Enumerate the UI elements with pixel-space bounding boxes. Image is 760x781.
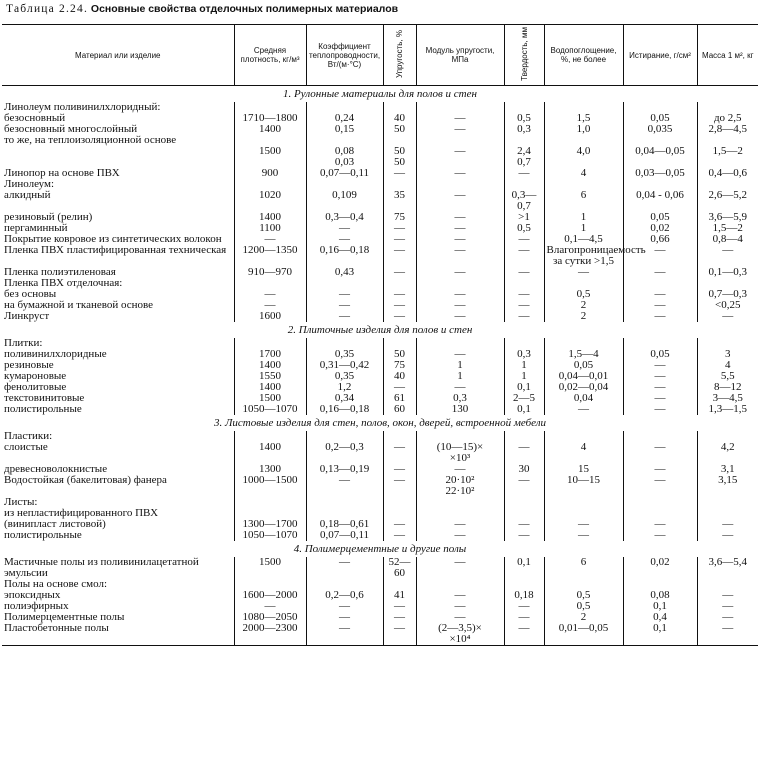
cell-density: 900	[234, 168, 306, 179]
cell-conductivity: — —	[306, 278, 383, 311]
table-row	[2, 393, 758, 415]
cell-hardness: —	[504, 234, 544, 245]
cell-hardness: —	[504, 623, 544, 646]
cell-mass: 2,6—5,2 3,6—5,9 1,5—2	[697, 179, 758, 234]
cell-abrasion: 0,04 - 0,06 0,05 0,02	[623, 179, 697, 234]
cell-hardness: 2—5 0,1	[504, 393, 544, 415]
section-title: 1. Рулонные материалы для полов и стен	[283, 88, 477, 100]
cell-material: текстовинитовые полистирольные	[4, 392, 85, 415]
cell-hardness: 0,18 —	[504, 579, 544, 612]
cell-abrasion: — —	[623, 393, 697, 415]
cell-mass: 4,2 3,1 3,15	[697, 431, 758, 497]
cell-mass: — —	[697, 579, 758, 612]
cell-density: 2000—2300	[234, 623, 306, 646]
cell-water-absorption: 2	[544, 311, 623, 322]
cell-abrasion: 0,03—0,05	[623, 168, 697, 179]
cell-density: 1600	[234, 311, 306, 322]
cell-modulus: —	[416, 311, 504, 322]
cell-hardness: —	[504, 267, 544, 278]
col-header-water-absorption: Водопоглощение, %, не более	[544, 25, 623, 86]
table-row	[2, 278, 758, 311]
cell-mass: 0,4—0,6	[697, 168, 758, 179]
cell-conductivity: 0,24 0,15 0,08 0,03	[306, 102, 383, 168]
cell-elasticity: —	[383, 168, 416, 179]
col-header-modulus: Модуль упругости, МПа	[416, 25, 504, 86]
section-title: 2. Плиточные изделия для полов и стен	[287, 324, 473, 336]
cell-elasticity: —	[383, 311, 416, 322]
cell-elasticity: —	[383, 267, 416, 278]
cell-material: Листы: из непластифицированного ПВХ (винипласт листовой) полистирольные	[4, 496, 159, 541]
table-caption	[6, 3, 398, 15]
cell-abrasion: —	[623, 245, 697, 267]
cell-modulus: (10—15)× ×10³ — 20·10² 22·10²	[416, 431, 504, 497]
cell-material: Линопор на основе ПВХ	[4, 167, 120, 179]
cell-hardness: —	[504, 311, 544, 322]
cell-material: Пленка ПВХ пластифицированная техническая	[4, 244, 227, 256]
section-row	[2, 415, 758, 431]
cell-modulus: — 1 1 —	[416, 338, 504, 393]
cell-density: 1020 1400 1100	[234, 179, 306, 234]
cell-water-absorption: 0,5 2	[544, 278, 623, 311]
cell-conductivity: —	[306, 612, 383, 623]
cell-mass: —	[697, 623, 758, 646]
cell-conductivity: 0,2—0,3 0,13—0,19 —	[306, 431, 383, 497]
cell-hardness: 0,1	[504, 557, 544, 579]
cell-water-absorption: 1,5—4 0,05 0,04—0,01 0,02—0,04	[544, 338, 623, 393]
cell-mass: 3—4,5 1,3—1,5	[697, 393, 758, 415]
cell-conductivity: —	[306, 234, 383, 245]
table-row	[2, 623, 758, 646]
cell-conductivity: 0,109 0,3—0,4 —	[306, 179, 383, 234]
cell-density: 1500	[234, 557, 306, 579]
cell-modulus: —	[416, 245, 504, 267]
cell-density: 1400 1300 1000—1500	[234, 431, 306, 497]
cell-hardness: — —	[504, 278, 544, 311]
cell-hardness: —	[504, 168, 544, 179]
col-header-density: Средняя плотность, кг/м³	[234, 25, 306, 86]
cell-conductivity: —	[306, 557, 383, 579]
cell-water-absorption: —	[544, 267, 623, 278]
cell-elasticity: —	[383, 245, 416, 267]
cell-modulus: —	[416, 267, 504, 278]
table-row	[2, 168, 758, 179]
cell-density: 1600—2000 —	[234, 579, 306, 612]
cell-mass: —	[697, 245, 758, 267]
cell-density: 1200—1350	[234, 245, 306, 267]
cell-elasticity: 41 —	[383, 579, 416, 612]
cell-conductivity: 0,07—0,11	[306, 168, 383, 179]
cell-density: —	[234, 234, 306, 245]
col-header-elasticity: Упругость, %	[383, 25, 416, 86]
table-row	[2, 179, 758, 234]
cell-hardness: —	[504, 245, 544, 267]
cell-conductivity: 0,2—0,6 —	[306, 579, 383, 612]
cell-abrasion: 0,1	[623, 623, 697, 646]
cell-elasticity: —	[383, 623, 416, 646]
cell-material: Покрытие ковровое из синтетических волокон	[4, 233, 222, 245]
cell-hardness: — —	[504, 497, 544, 541]
cell-density: 1300—1700 1050—1070	[234, 497, 306, 541]
cell-abrasion: — —	[623, 497, 697, 541]
cell-water-absorption: 0,01—0,05	[544, 623, 623, 646]
section-title: 4. Полимерцементные и другие полы	[293, 543, 467, 555]
cell-modulus: —	[416, 234, 504, 245]
cell-material: Полы на основе смол: эпоксидных полиэфирных	[4, 578, 107, 612]
cell-material: Линолеум: алкидный резиновый (релин) пергаминный	[4, 178, 93, 234]
cell-material: Пластики: слоистые древесноволокнистые Водостойкая (бакелитовая) фанера	[4, 430, 167, 486]
cell-water-absorption: 6	[544, 557, 623, 579]
col-header-mass: Масса 1 м², кг	[697, 25, 758, 86]
table-row	[2, 579, 758, 612]
cell-elasticity: — —	[383, 278, 416, 311]
cell-water-absorption: 0,04 —	[544, 393, 623, 415]
cell-water-absorption: Влагопроницаемость за сутки >1,5	[544, 245, 623, 267]
cell-abrasion: 0,05 0,035 0,04—0,05	[623, 102, 697, 168]
cell-water-absorption: 6 1 1	[544, 179, 623, 234]
cell-abrasion: — —	[623, 278, 697, 311]
cell-modulus: — —	[416, 497, 504, 541]
cell-mass: —	[697, 311, 758, 322]
cell-mass: —	[697, 612, 758, 623]
cell-modulus: — —	[416, 579, 504, 612]
cell-mass: 3 4 5,5 8—12	[697, 338, 758, 393]
properties-table	[2, 24, 758, 646]
cell-elasticity: 61 60	[383, 393, 416, 415]
col-header-hardness: Твердость, мм	[504, 25, 544, 86]
cell-abrasion: 0,02	[623, 557, 697, 579]
cell-mass: — —	[697, 497, 758, 541]
cell-water-absorption: 0,1—4,5	[544, 234, 623, 245]
cell-material: Мастичные полы из поливинилацетатной эмульсии	[4, 556, 202, 579]
cell-conductivity: 0,18—0,61 0,07—0,11	[306, 497, 383, 541]
col-header-material: Материал или изделие	[2, 25, 234, 86]
cell-conductivity: 0,35 0,31—0,42 0,35 1,2	[306, 338, 383, 393]
cell-material: Пластобетонные полы	[2, 623, 234, 646]
cell-water-absorption: 4	[544, 168, 623, 179]
table-row	[2, 431, 758, 497]
header-row	[2, 25, 758, 86]
table-body	[2, 86, 758, 646]
cell-elasticity: 50 75 40 —	[383, 338, 416, 393]
table-row	[2, 311, 758, 322]
table-row	[2, 245, 758, 267]
cell-modulus: —	[416, 612, 504, 623]
col-header-conductivity: Коэффициент теплопроводности, Вт/(м·°C)	[306, 25, 383, 86]
cell-elasticity: — — —	[383, 431, 416, 497]
cell-material: Полимерцементные полы	[4, 611, 125, 623]
cell-hardness: 0,5 0,3 2,4 0,7	[504, 102, 544, 168]
section-title: 3. Листовые изделия для стен, полов, окон, дверей, встроенной мебели	[213, 417, 547, 429]
cell-hardness: — 30 —	[504, 431, 544, 497]
cell-water-absorption: 0,5 0,5	[544, 579, 623, 612]
cell-mass: 0,7—0,3 <0,25	[697, 278, 758, 311]
cell-material: Линолеум поливинилхлоридный: безосновный безосновный многослойный то же, на теплоизоляционной основе	[4, 101, 177, 146]
cell-water-absorption: 2	[544, 612, 623, 623]
table-row	[2, 497, 758, 541]
cell-elasticity: —	[383, 612, 416, 623]
cell-mass: 0,8—4	[697, 234, 758, 245]
cell-modulus: — — —	[416, 102, 504, 168]
cell-conductivity: 0,34 0,16—0,18	[306, 393, 383, 415]
cell-abrasion: 0,05 — — —	[623, 338, 697, 393]
cell-density: 1500 1050—1070	[234, 393, 306, 415]
cell-density: 910—970	[234, 267, 306, 278]
cell-water-absorption: 4 15 10—15	[544, 431, 623, 497]
cell-modulus: —	[416, 168, 504, 179]
cell-abrasion: 0,08 0,1	[623, 579, 697, 612]
col-header-abrasion: Истирание, г/см²	[623, 25, 697, 86]
cell-modulus: (2—3,5)× ×10⁴	[416, 623, 504, 646]
cell-elasticity: —	[383, 234, 416, 245]
cell-modulus: —	[416, 557, 504, 579]
cell-abrasion: — — —	[623, 431, 697, 497]
cell-material: Плитки: поливинилхлоридные резиновые кумароновые фенолитовые	[4, 337, 107, 393]
cell-abrasion: —	[623, 267, 697, 278]
cell-modulus: — — —	[416, 179, 504, 234]
cell-conductivity: 0,16—0,18	[306, 245, 383, 267]
cell-conductivity: —	[306, 623, 383, 646]
cell-water-absorption: — —	[544, 497, 623, 541]
cell-elasticity: 52—60	[383, 557, 416, 579]
cell-hardness: 0,3 1 1 0,1	[504, 338, 544, 393]
cell-abrasion: 0,4	[623, 612, 697, 623]
section-row	[2, 86, 758, 103]
table-row	[2, 102, 758, 168]
table-title: Основные свойства отделочных полимерных материалов	[90, 3, 399, 15]
cell-mass: до 2,5 2,8—4,5 1,5—2	[697, 102, 758, 168]
cell-water-absorption: 1,5 1,0 4,0	[544, 102, 623, 168]
section-row	[2, 541, 758, 557]
cell-modulus: — —	[416, 278, 504, 311]
cell-material: Линкруст	[4, 310, 50, 322]
table-row	[2, 557, 758, 579]
cell-mass: 3,6—5,4	[697, 557, 758, 579]
cell-conductivity: 0,43	[306, 267, 383, 278]
section-row	[2, 322, 758, 338]
cell-hardness: —	[504, 612, 544, 623]
cell-mass: 0,1—0,3	[697, 267, 758, 278]
cell-density: — —	[234, 278, 306, 311]
cell-density: 1700 1400 1550 1400	[234, 338, 306, 393]
table-row	[2, 612, 758, 623]
cell-elasticity: 35 75 —	[383, 179, 416, 234]
table-row	[2, 338, 758, 393]
cell-hardness: 0,3— 0,7 >1 0,5	[504, 179, 544, 234]
cell-material: Пленка ПВХ отделочная: без основы на бумажной и тканевой основе	[4, 277, 154, 311]
table-number: Таблица 2.24.	[6, 3, 89, 15]
cell-abrasion: —	[623, 311, 697, 322]
cell-material: Пленка полиэтиленовая	[4, 266, 116, 278]
cell-density: 1710—1800 1400 1500	[234, 102, 306, 168]
cell-density: 1080—2050	[234, 612, 306, 623]
cell-conductivity: —	[306, 311, 383, 322]
cell-modulus: 0,3 130	[416, 393, 504, 415]
cell-elasticity: 40 50 50 50	[383, 102, 416, 168]
cell-elasticity: — —	[383, 497, 416, 541]
cell-abrasion: 0,66	[623, 234, 697, 245]
